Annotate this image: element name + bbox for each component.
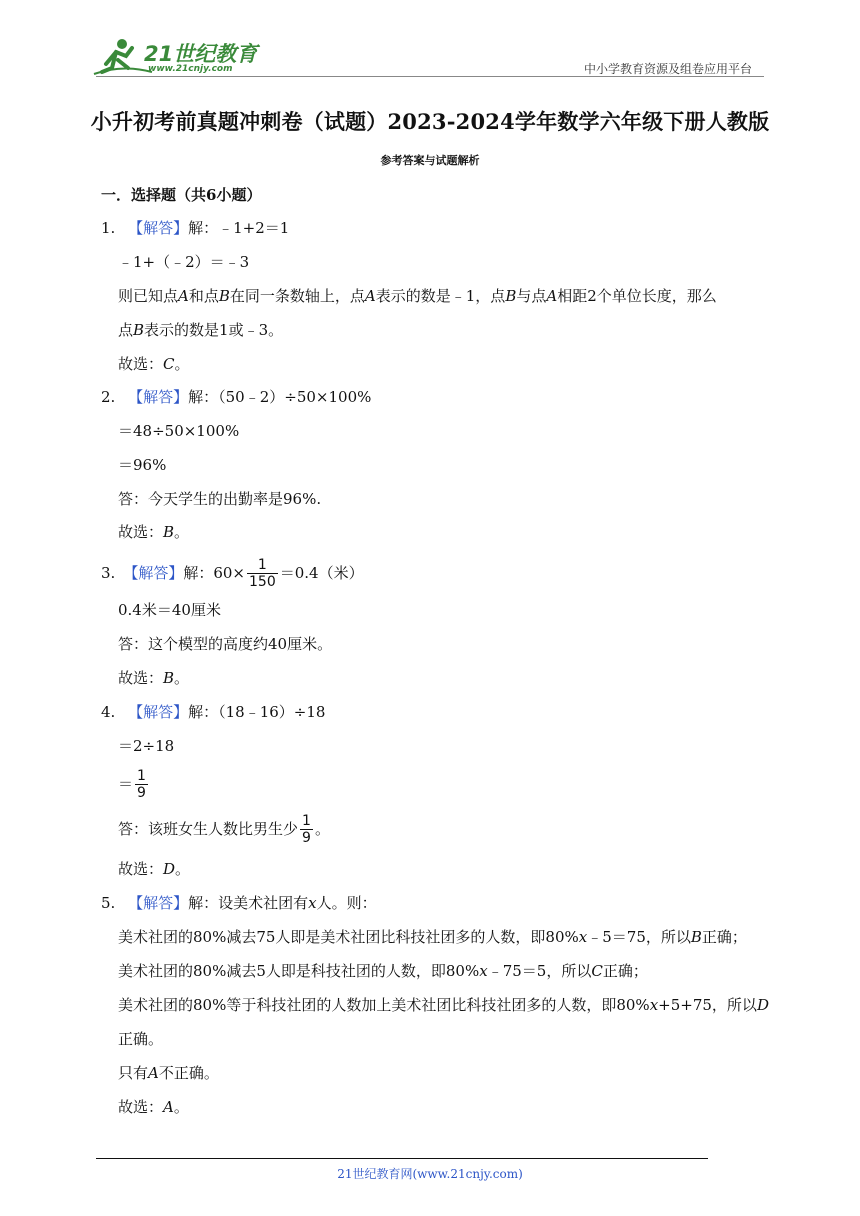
equation: ﹣1+2＝1 — [218, 219, 290, 237]
text: 。 — [173, 1098, 189, 1116]
text: 。 — [174, 669, 190, 687]
q2-line-3: ＝96% — [118, 456, 167, 474]
var: x — [578, 928, 588, 946]
answer-tag: 【解答】 — [128, 894, 189, 912]
fraction — [247, 557, 278, 590]
q4-line-4 — [118, 810, 330, 848]
q5-line-5: 正确。 — [118, 1030, 164, 1048]
q3-line-1 — [101, 556, 364, 590]
text: 表示的数是﹣1，点 — [375, 287, 506, 305]
text: 故选： — [118, 669, 164, 687]
text: 。 — [174, 355, 190, 373]
q4-answer — [118, 859, 190, 879]
solution-prefix: 解：设美术社团有 — [188, 894, 309, 912]
fraction — [135, 768, 148, 801]
text: 点 — [118, 321, 134, 339]
section-heading: 一．选择题（共6小题） — [101, 186, 262, 204]
equation: （18﹣16）÷18 — [218, 703, 326, 721]
denominator: 9 — [137, 784, 146, 801]
text: 人。则： — [316, 894, 377, 912]
choice: B — [163, 523, 175, 541]
text: ﹣75＝5，所以 — [487, 962, 592, 980]
answer-tag: 【解答】 — [123, 564, 184, 582]
text: 表示的数是1或﹣3。 — [144, 321, 284, 339]
answer-tag: 【解答】 — [128, 219, 189, 237]
q4-line-3 — [118, 766, 150, 802]
text: 美术社团的80%等于科技社团的人数加上美术社团比科技社团多的人数，即80% — [118, 996, 650, 1014]
numerator: 1 — [302, 812, 311, 829]
q5-line-6 — [118, 1063, 219, 1083]
q2-line-4: 答：今天学生的出勤率是96%. — [118, 490, 322, 508]
solution-prefix: 解： — [188, 703, 219, 721]
choice: A — [163, 1098, 174, 1116]
text: ＝0.4（米） — [279, 564, 364, 582]
q2-answer — [118, 522, 189, 542]
logo-url: www.21cnjy.com — [148, 64, 233, 74]
q5-line-2 — [118, 927, 747, 947]
var: x — [649, 996, 659, 1014]
page-subtitle: 参考答案与试题解析 — [380, 154, 480, 167]
solution-prefix: 解： — [183, 564, 214, 582]
text: ﹣5＝75，所以 — [587, 928, 691, 946]
text: 故选： — [118, 860, 164, 878]
question-number: 2. — [101, 388, 116, 406]
text: 不正确。 — [158, 1064, 219, 1082]
q1-line-2: ﹣1+（﹣2）＝﹣3 — [118, 253, 250, 271]
text: 与点 — [516, 287, 547, 305]
choice: D — [756, 996, 769, 1014]
logo-text: 21世纪教育 — [144, 42, 258, 66]
question-number: 5. — [101, 894, 116, 912]
text: 答：该班女生人数比男生少 — [118, 820, 299, 838]
header-divider — [96, 76, 764, 77]
footer-divider — [96, 1158, 708, 1159]
q1-answer — [118, 354, 190, 374]
denominator: 150 — [249, 573, 276, 590]
text: 只有 — [118, 1064, 149, 1082]
var: A — [178, 287, 189, 305]
var: B — [133, 321, 145, 339]
q3-answer — [118, 668, 189, 688]
text: 则已知点 — [118, 287, 179, 305]
var: x — [479, 962, 488, 980]
logo — [92, 34, 262, 80]
text: 60× — [213, 564, 245, 582]
solution-prefix: 解： — [188, 219, 219, 237]
text: 故选： — [118, 1098, 164, 1116]
text: 。 — [174, 523, 190, 541]
var: x — [308, 894, 317, 912]
text: 。 — [314, 820, 330, 838]
var: B — [505, 287, 517, 305]
q5-line-3 — [118, 961, 648, 981]
equation: （50﹣2）÷50×100% — [218, 388, 372, 406]
choice: B — [163, 669, 175, 687]
numerator: 1 — [257, 556, 267, 573]
q3-line-3: 答：这个模型的高度约40厘米。 — [118, 635, 333, 653]
fraction — [300, 813, 313, 846]
text: 正确； — [602, 962, 648, 980]
text: 相距2个单位长度，那么 — [557, 287, 717, 305]
text: ＝ — [118, 775, 134, 793]
choice: C — [163, 355, 175, 373]
q5-line-1 — [101, 893, 377, 913]
q3-line-2: 0.4米＝40厘米 — [118, 601, 221, 619]
choice: D — [163, 860, 176, 878]
q1-line-1 — [101, 218, 289, 238]
q1-line-4 — [118, 320, 283, 340]
text: 故选： — [118, 523, 164, 541]
answer-tag: 【解答】 — [128, 703, 189, 721]
solution-prefix: 解： — [188, 388, 219, 406]
platform-label: 中小学教育资源及组卷应用平台 — [583, 62, 752, 76]
text: 美术社团的80%减去75人即是美术社团比科技社团多的人数，即80% — [118, 928, 579, 946]
q4-line-2: ＝2÷18 — [118, 737, 175, 755]
choice: A — [148, 1064, 159, 1082]
q4-line-1 — [101, 702, 325, 722]
answer-tag: 【解答】 — [128, 388, 189, 406]
text: +5+75，所以 — [658, 996, 757, 1014]
var: B — [218, 287, 230, 305]
denominator: 9 — [302, 829, 311, 846]
text: 。 — [175, 860, 191, 878]
page-title: 小升初考前真题冲刺卷（试题）2023-2024学年数学六年级下册人教版 — [90, 109, 770, 134]
q1-line-3 — [118, 286, 717, 306]
choice: C — [591, 962, 603, 980]
var: A — [364, 287, 376, 305]
question-number: 3. — [101, 564, 116, 582]
numerator: 1 — [137, 767, 146, 784]
q5-answer — [118, 1097, 189, 1117]
var: A — [546, 287, 558, 305]
text: 在同一条数轴上，点 — [229, 287, 365, 305]
choice: B — [690, 928, 702, 946]
page-header — [0, 0, 860, 90]
text: 和点 — [188, 287, 219, 305]
question-number: 1. — [101, 219, 116, 237]
text: 正确； — [701, 928, 747, 946]
q2-line-1 — [101, 387, 371, 407]
footer-link[interactable]: 21世纪教育网(www.21cnjy.com) — [337, 1167, 523, 1181]
question-number: 4. — [101, 703, 116, 721]
q5-line-4 — [118, 995, 769, 1015]
q2-line-2: ＝48÷50×100% — [118, 422, 240, 440]
text: 美术社团的80%减去5人即是科技社团的人数，即80% — [118, 962, 480, 980]
text: 故选： — [118, 355, 164, 373]
